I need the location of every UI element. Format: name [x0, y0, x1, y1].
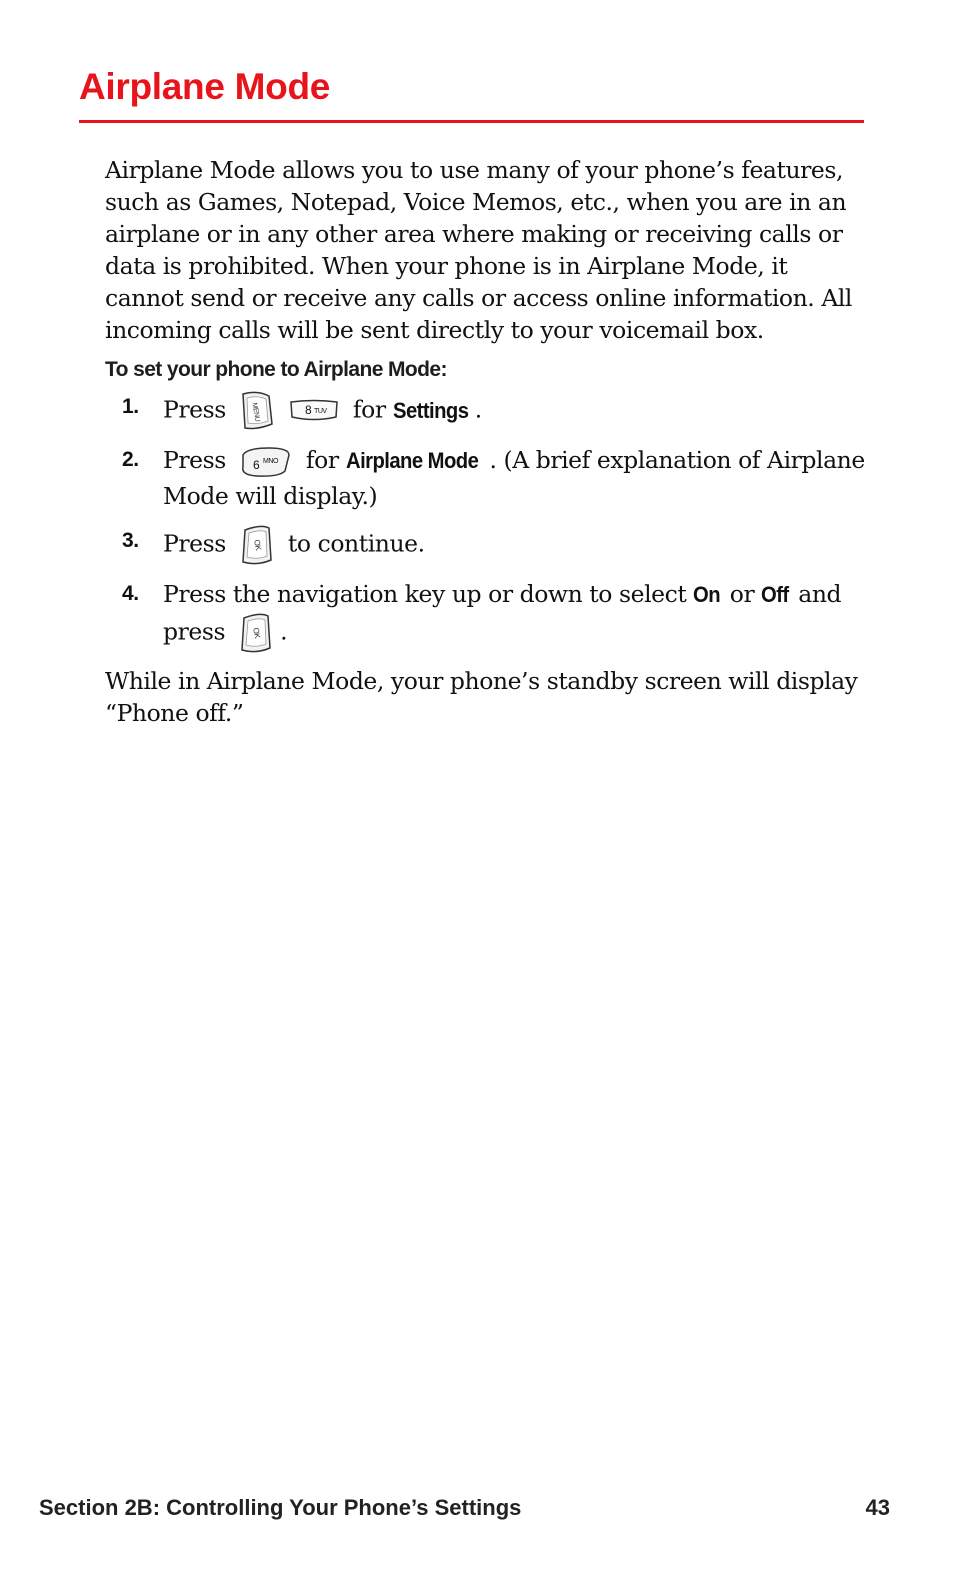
- key-8-letters: TUV: [313, 408, 327, 415]
- ok-key-icon: [239, 524, 275, 566]
- key-8-icon: [288, 398, 340, 424]
- step-4: 4. Press the navigation key up or down to select On or Off and press OK .: [105, 577, 865, 654]
- menu-key-label: MENU: [250, 402, 261, 422]
- title-rule: [79, 120, 864, 123]
- ok-key-icon: [238, 612, 274, 654]
- key-6-icon: [239, 445, 293, 479]
- step-number: 1.: [122, 395, 139, 418]
- intro-paragraph: Airplane Mode allows you to use many of your phone’s features, such as Games, Notepad, Voice Memos, etc., when you are in an airplane or in any other area where making or receiving calls or data is prohibited. When your phone is in Airplane Mode, it cannot send or receive any calls or access online information. All incoming calls will be sent directly to your voicemail box.: [105, 156, 852, 344]
- footer-section-title: Section 2B: Controlling Your Phone’s Settings: [39, 1495, 522, 1520]
- cmd-off: Off: [761, 581, 789, 607]
- page-number: 43: [865, 1495, 890, 1520]
- step-1: 1. Press MENU 8 TUV for Settings .: [105, 390, 865, 432]
- cmd-airplane-mode: Airplane Mode: [345, 448, 478, 473]
- content: [105, 154, 865, 729]
- key-6-letters: MNO: [262, 457, 278, 465]
- key-6-number: 6: [252, 457, 260, 472]
- procedure-heading: To set your phone to Airplane Mode:: [105, 358, 447, 381]
- step-number: 2.: [122, 448, 139, 471]
- key-8-number: 8: [304, 403, 312, 417]
- outro-paragraph: While in Airplane Mode, your phone’s standby screen will display “Phone off.”: [105, 666, 858, 727]
- cmd-settings: Settings: [392, 397, 469, 423]
- page-title: Airplane Mode: [79, 66, 331, 107]
- step-2: 2. Press 6 MNO for Airplane Mode . (A brief explanation of Airplane Mode will display.): [105, 443, 865, 513]
- steps-list: [105, 390, 865, 654]
- cmd-on: On: [693, 581, 721, 607]
- step-number: 3.: [122, 528, 139, 552]
- menu-key-icon: [239, 390, 275, 432]
- ok-key-label: OK: [251, 538, 263, 551]
- step-3: 3. Press OK to continue.: [105, 524, 865, 566]
- ok-key-label: OK: [251, 626, 262, 639]
- step-number: 4.: [122, 581, 139, 605]
